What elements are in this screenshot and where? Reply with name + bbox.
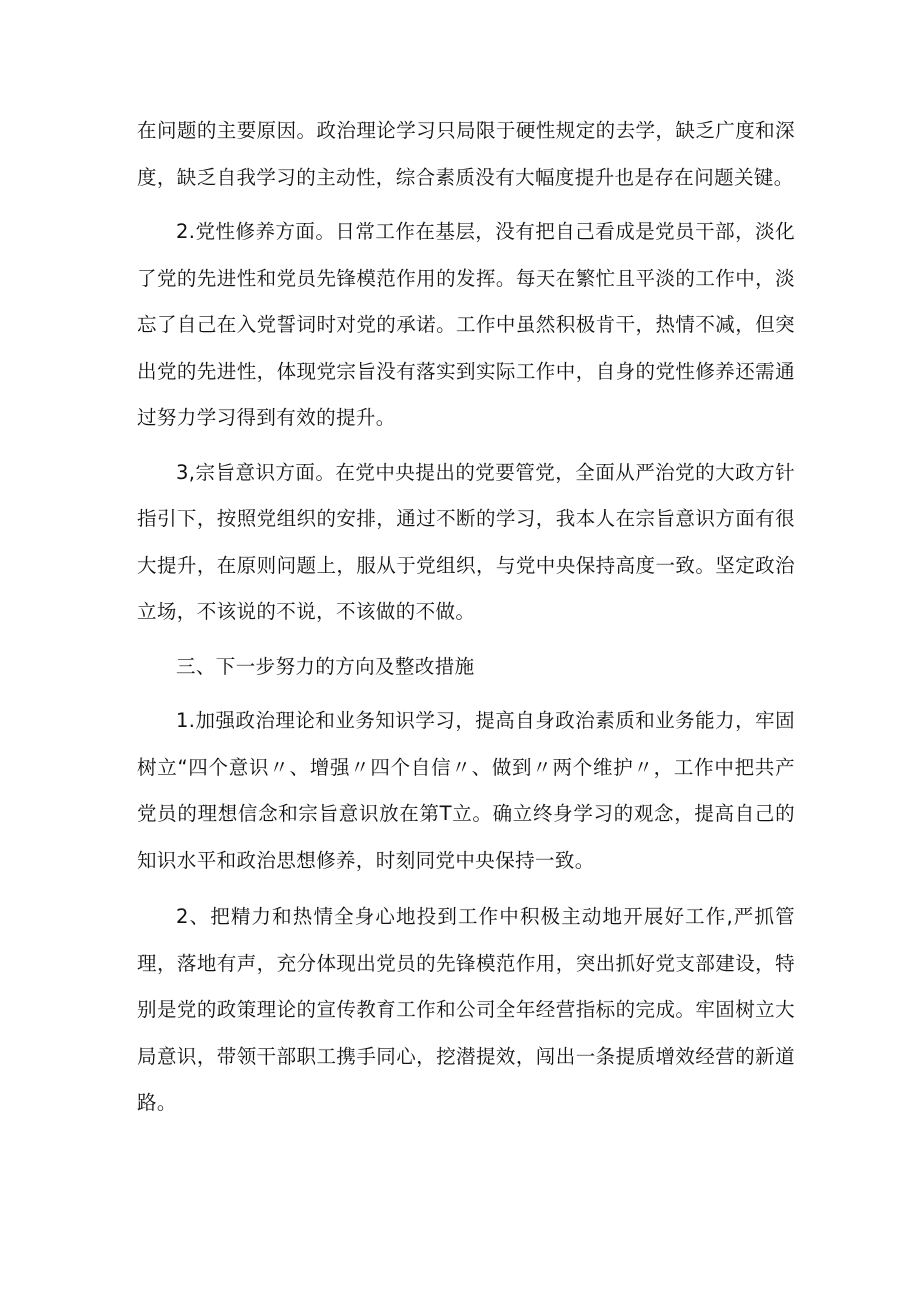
document-body [137,108,795,1127]
paragraph-purpose-awareness: 3,宗旨意识方面。在党中央提出的党要管党，全面从严治党的大政方针指引下，按照党组织的安排，通过不断的学习，我本人在宗旨意识方面有很大提升，在原则问题上，服从于党组织，与党中央保持高度一致。坚定政治立场，不该说的不说，不该做的不做。 [137,460,795,623]
paragraph-party-spirit: 2.党性修养方面。日常工作在基层，没有把自己看成是党员干部，淡化了党的先进性和党员先锋模范作用的发挥。每天在繁忙且平淡的工作中，淡忘了自己在入党誓词时对党的承诺。工作中虽然积极肯干，热情不减，但突出党的先进性，体现党宗旨没有落实到实际工作中，自身的党性修养还需通过努力学习得到有效的提升。 [137,220,795,429]
paragraph-measure-1: 1.加强政治理论和业务知识学习，提高自身政治素质和业务能力，牢固树立“四个意识〃、增强〃四个自信〃、做到〃两个维护〃，工作中把共产党员的理想信念和宗旨意识放在第T立。确立终身学习的观念，提高自己的知识水平和政治思想修养，时刻同党中央保持一致。 [137,709,795,872]
paragraph-continuation: 在问题的主要原因。政治理论学习只局限于硬性规定的去学，缺乏广度和深度，缺乏自我学习的主动性，综合素质没有大幅度提升也是存在问题关键。 [137,119,795,189]
section-heading: 三、下一步努力的方向及整改措施 [176,654,475,678]
paragraph-measure-2: 2、把精力和热情全身心地投到工作中积极主动地开展好工作,严抓管理，落地有声，充分体现出党员的先锋模范作用，突出抓好党支部建设，特别是党的政策理论的宣传教育工作和公司全年经营指标的完成。牢固树立大局意识，带领干部职工携手同心，挖潜提效，闯出一条提质增效经营的新道路。 [137,905,795,1114]
